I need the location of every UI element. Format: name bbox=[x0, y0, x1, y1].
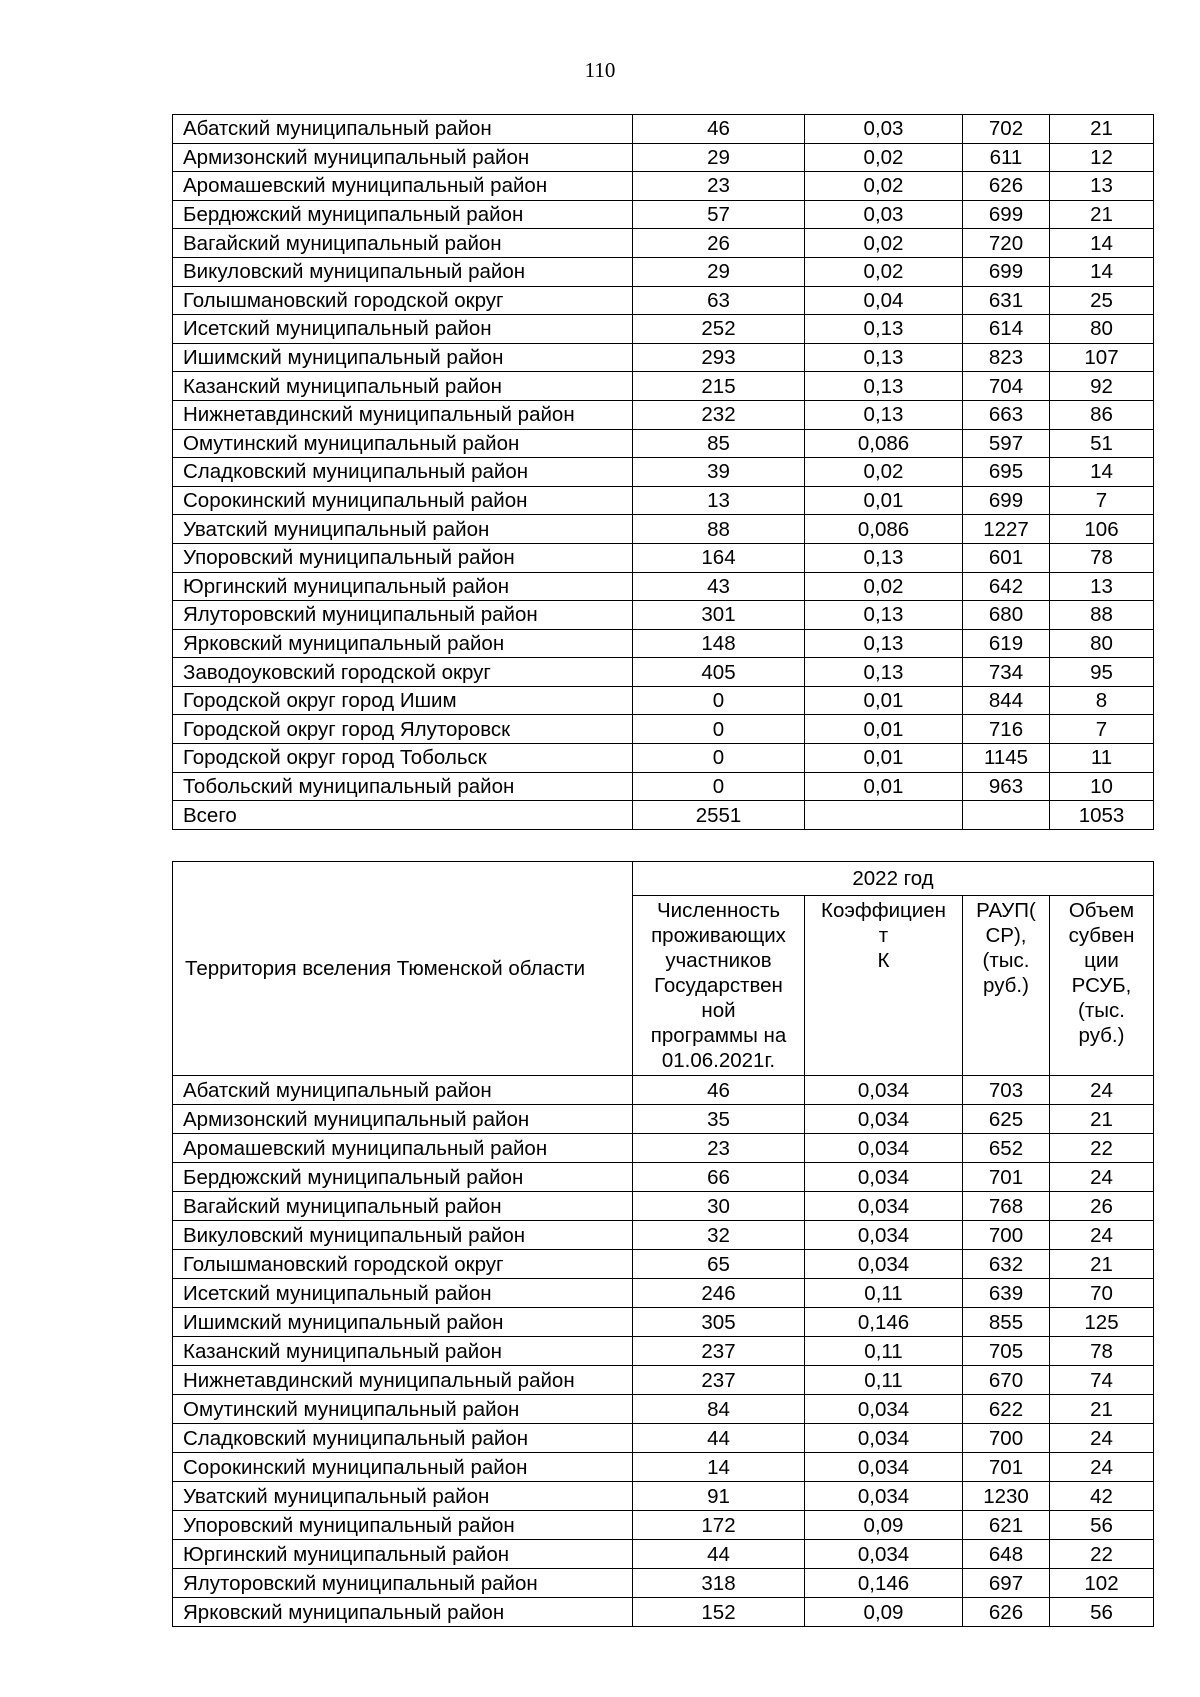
cell-coefficient: 0,034 bbox=[805, 1250, 963, 1279]
table-row bbox=[173, 1569, 1154, 1598]
table-row bbox=[173, 686, 1154, 715]
cell-count: 29 bbox=[633, 257, 805, 286]
cell-territory: Уватский муниципальный район bbox=[173, 515, 633, 544]
cell-count: 63 bbox=[633, 286, 805, 315]
cell-count: 172 bbox=[633, 1511, 805, 1540]
cell-count: 13 bbox=[633, 486, 805, 515]
cell-territory: Омутинский муниципальный район bbox=[173, 429, 633, 458]
cell-volume: 7 bbox=[1050, 715, 1154, 744]
cell-volume: 56 bbox=[1050, 1511, 1154, 1540]
cell-territory: Ялуторовский муниципальный район bbox=[173, 601, 633, 630]
cell-raup: 768 bbox=[963, 1192, 1050, 1221]
cell-volume: 10 bbox=[1050, 772, 1154, 801]
cell-raup: 611 bbox=[963, 143, 1050, 172]
cell-coefficient: 0,034 bbox=[805, 1134, 963, 1163]
cell-count: 237 bbox=[633, 1337, 805, 1366]
cell-count: 65 bbox=[633, 1250, 805, 1279]
cell-territory: Сладковский муниципальный район bbox=[173, 458, 633, 487]
cell-volume: 22 bbox=[1050, 1540, 1154, 1569]
cell-coefficient: 0,034 bbox=[805, 1221, 963, 1250]
cell-raup: 622 bbox=[963, 1395, 1050, 1424]
cell-volume: 21 bbox=[1050, 1105, 1154, 1134]
cell-territory: Армизонский муниципальный район bbox=[173, 1105, 633, 1134]
table-row bbox=[173, 515, 1154, 544]
cell-count: 148 bbox=[633, 629, 805, 658]
cell-raup: 626 bbox=[963, 1598, 1050, 1627]
cell-raup: 963 bbox=[963, 772, 1050, 801]
table-row bbox=[173, 1511, 1154, 1540]
cell-coefficient: 0,13 bbox=[805, 629, 963, 658]
cell-territory: Ярковский муниципальный район bbox=[173, 629, 633, 658]
cell-raup: 597 bbox=[963, 429, 1050, 458]
cell-count: 0 bbox=[633, 772, 805, 801]
table-row bbox=[173, 1366, 1154, 1395]
cell-coefficient: 0,02 bbox=[805, 143, 963, 172]
header-coefficient: Коэффициен т К bbox=[805, 896, 963, 1076]
header-year: 2022 год bbox=[633, 862, 1154, 896]
cell-raup: 626 bbox=[963, 172, 1050, 201]
cell-coefficient: 0,13 bbox=[805, 601, 963, 630]
cell-territory: Городской округ город Ишим bbox=[173, 686, 633, 715]
cell-raup: 695 bbox=[963, 458, 1050, 487]
cell-volume: 24 bbox=[1050, 1424, 1154, 1453]
table-row bbox=[173, 115, 1154, 144]
cell-territory: Викуловский муниципальный район bbox=[173, 1221, 633, 1250]
cell-volume: 26 bbox=[1050, 1192, 1154, 1221]
table-row bbox=[173, 286, 1154, 315]
cell-count: 39 bbox=[633, 458, 805, 487]
cell-count: 84 bbox=[633, 1395, 805, 1424]
cell-count: 252 bbox=[633, 315, 805, 344]
cell-raup: 680 bbox=[963, 601, 1050, 630]
cell-territory: Ишимский муниципальный район bbox=[173, 343, 633, 372]
cell-raup: 663 bbox=[963, 400, 1050, 429]
table-row bbox=[173, 429, 1154, 458]
cell-raup: 625 bbox=[963, 1105, 1050, 1134]
cell-count: 0 bbox=[633, 744, 805, 773]
cell-coefficient: 0,13 bbox=[805, 343, 963, 372]
table-row bbox=[173, 715, 1154, 744]
cell-coefficient: 0,034 bbox=[805, 1482, 963, 1511]
cell-volume: 14 bbox=[1050, 229, 1154, 258]
cell-coefficient: 0,086 bbox=[805, 429, 963, 458]
cell-volume: 107 bbox=[1050, 343, 1154, 372]
cell-territory: Ишимский муниципальный район bbox=[173, 1308, 633, 1337]
cell-count: 23 bbox=[633, 1134, 805, 1163]
cell-volume: 70 bbox=[1050, 1279, 1154, 1308]
cell-coefficient: 0,13 bbox=[805, 372, 963, 401]
cell-coefficient: 0,02 bbox=[805, 257, 963, 286]
cell-volume: 24 bbox=[1050, 1163, 1154, 1192]
cell-count: 46 bbox=[633, 1076, 805, 1105]
cell-territory: Вагайский муниципальный район bbox=[173, 1192, 633, 1221]
cell-volume: 21 bbox=[1050, 1250, 1154, 1279]
cell-raup: 716 bbox=[963, 715, 1050, 744]
header-count: Численность проживающих участников Государствен ной программы на 01.06.2021г. bbox=[633, 896, 805, 1076]
cell-volume: 80 bbox=[1050, 315, 1154, 344]
cell-coefficient: 0,01 bbox=[805, 486, 963, 515]
cell-count: 35 bbox=[633, 1105, 805, 1134]
cell-raup: 702 bbox=[963, 115, 1050, 144]
cell-volume: 125 bbox=[1050, 1308, 1154, 1337]
cell-raup: 703 bbox=[963, 1076, 1050, 1105]
cell-volume: 13 bbox=[1050, 572, 1154, 601]
cell-volume: 56 bbox=[1050, 1598, 1154, 1627]
cell-raup: 642 bbox=[963, 572, 1050, 601]
table-row bbox=[173, 257, 1154, 286]
cell-coefficient: 0,034 bbox=[805, 1395, 963, 1424]
cell-raup: 697 bbox=[963, 1569, 1050, 1598]
cell-raup: 701 bbox=[963, 1163, 1050, 1192]
cell-volume: 51 bbox=[1050, 429, 1154, 458]
cell-count: 44 bbox=[633, 1540, 805, 1569]
cell-territory: Абатский муниципальный район bbox=[173, 1076, 633, 1105]
cell-count: 26 bbox=[633, 229, 805, 258]
cell-coefficient: 0,02 bbox=[805, 458, 963, 487]
cell-territory: Голышмановский городской округ bbox=[173, 286, 633, 315]
cell-volume: 92 bbox=[1050, 372, 1154, 401]
cell-territory: Бердюжский муниципальный район bbox=[173, 200, 633, 229]
cell-volume: 1053 bbox=[1050, 801, 1154, 830]
cell-coefficient: 0,034 bbox=[805, 1540, 963, 1569]
subsidy-table-previous-body bbox=[173, 115, 1154, 830]
cell-coefficient: 0,01 bbox=[805, 772, 963, 801]
cell-raup: 734 bbox=[963, 658, 1050, 687]
cell-coefficient: 0,034 bbox=[805, 1076, 963, 1105]
cell-territory: Юргинский муниципальный район bbox=[173, 1540, 633, 1569]
cell-count: 293 bbox=[633, 343, 805, 372]
cell-count: 301 bbox=[633, 601, 805, 630]
cell-count: 152 bbox=[633, 1598, 805, 1627]
cell-raup: 699 bbox=[963, 257, 1050, 286]
table-row bbox=[173, 629, 1154, 658]
header-territory: Территория вселения Тюменской области bbox=[173, 862, 633, 1076]
cell-raup: 670 bbox=[963, 1366, 1050, 1395]
table-row bbox=[173, 1134, 1154, 1163]
cell-territory: Аромашевский муниципальный район bbox=[173, 172, 633, 201]
cell-count: 405 bbox=[633, 658, 805, 687]
cell-volume: 25 bbox=[1050, 286, 1154, 315]
cell-territory: Викуловский муниципальный район bbox=[173, 257, 633, 286]
cell-raup: 652 bbox=[963, 1134, 1050, 1163]
cell-volume: 12 bbox=[1050, 143, 1154, 172]
cell-raup: 700 bbox=[963, 1221, 1050, 1250]
cell-raup: 614 bbox=[963, 315, 1050, 344]
cell-coefficient: 0,04 bbox=[805, 286, 963, 315]
table-row bbox=[173, 543, 1154, 572]
table-row bbox=[173, 229, 1154, 258]
cell-volume: 74 bbox=[1050, 1366, 1154, 1395]
cell-count: 46 bbox=[633, 115, 805, 144]
cell-raup: 619 bbox=[963, 629, 1050, 658]
cell-coefficient: 0,01 bbox=[805, 686, 963, 715]
cell-territory: Сорокинский муниципальный район bbox=[173, 1453, 633, 1482]
cell-territory: Исетский муниципальный район bbox=[173, 1279, 633, 1308]
table-row bbox=[173, 1279, 1154, 1308]
table-row bbox=[173, 1192, 1154, 1221]
table-row bbox=[173, 1424, 1154, 1453]
cell-coefficient: 0,034 bbox=[805, 1163, 963, 1192]
cell-volume: 24 bbox=[1050, 1076, 1154, 1105]
cell-volume: 88 bbox=[1050, 601, 1154, 630]
table-row bbox=[173, 772, 1154, 801]
cell-count: 44 bbox=[633, 1424, 805, 1453]
cell-coefficient: 0,146 bbox=[805, 1569, 963, 1598]
table-row bbox=[173, 1105, 1154, 1134]
cell-territory: Аромашевский муниципальный район bbox=[173, 1134, 633, 1163]
cell-coefficient: 0,01 bbox=[805, 744, 963, 773]
table-row bbox=[173, 1598, 1154, 1627]
cell-raup: 1230 bbox=[963, 1482, 1050, 1511]
cell-count: 2551 bbox=[633, 801, 805, 830]
cell-coefficient: 0,034 bbox=[805, 1192, 963, 1221]
cell-coefficient: 0,034 bbox=[805, 1424, 963, 1453]
cell-raup: 601 bbox=[963, 543, 1050, 572]
subsidy-table-2022 bbox=[172, 861, 1154, 1627]
cell-count: 305 bbox=[633, 1308, 805, 1337]
cell-coefficient: 0,02 bbox=[805, 572, 963, 601]
cell-count: 57 bbox=[633, 200, 805, 229]
cell-raup: 699 bbox=[963, 200, 1050, 229]
cell-territory: Сладковский муниципальный район bbox=[173, 1424, 633, 1453]
cell-territory: Уватский муниципальный район bbox=[173, 1482, 633, 1511]
cell-count: 232 bbox=[633, 400, 805, 429]
cell-raup: 648 bbox=[963, 1540, 1050, 1569]
table-row bbox=[173, 486, 1154, 515]
table-row bbox=[173, 1540, 1154, 1569]
cell-coefficient: 0,01 bbox=[805, 715, 963, 744]
cell-raup: 844 bbox=[963, 686, 1050, 715]
cell-volume: 14 bbox=[1050, 257, 1154, 286]
cell-count: 32 bbox=[633, 1221, 805, 1250]
cell-coefficient: 0,11 bbox=[805, 1279, 963, 1308]
cell-volume: 13 bbox=[1050, 172, 1154, 201]
cell-coefficient: 0,03 bbox=[805, 115, 963, 144]
cell-raup: 1145 bbox=[963, 744, 1050, 773]
cell-volume: 24 bbox=[1050, 1453, 1154, 1482]
cell-territory: Нижнетавдинский муниципальный район bbox=[173, 1366, 633, 1395]
cell-territory: Вагайский муниципальный район bbox=[173, 229, 633, 258]
cell-count: 215 bbox=[633, 372, 805, 401]
cell-territory: Городской округ город Ялуторовск bbox=[173, 715, 633, 744]
cell-volume: 8 bbox=[1050, 686, 1154, 715]
table-row bbox=[173, 1163, 1154, 1192]
page-number: 110 bbox=[584, 58, 616, 82]
cell-volume: 102 bbox=[1050, 1569, 1154, 1598]
table-row bbox=[173, 315, 1154, 344]
cell-count: 85 bbox=[633, 429, 805, 458]
header-raup: РАУП( СР), (тыс. руб.) bbox=[963, 896, 1050, 1076]
cell-territory: Ярковский муниципальный район bbox=[173, 1598, 633, 1627]
cell-raup: 701 bbox=[963, 1453, 1050, 1482]
table-row bbox=[173, 172, 1154, 201]
table-row bbox=[173, 1337, 1154, 1366]
cell-count: 66 bbox=[633, 1163, 805, 1192]
cell-count: 237 bbox=[633, 1366, 805, 1395]
cell-count: 164 bbox=[633, 543, 805, 572]
cell-count: 29 bbox=[633, 143, 805, 172]
table-row bbox=[173, 1221, 1154, 1250]
cell-territory: Городской округ город Тобольск bbox=[173, 744, 633, 773]
cell-count: 88 bbox=[633, 515, 805, 544]
cell-coefficient: 0,11 bbox=[805, 1337, 963, 1366]
cell-coefficient: 0,02 bbox=[805, 172, 963, 201]
cell-volume: 106 bbox=[1050, 515, 1154, 544]
cell-count: 91 bbox=[633, 1482, 805, 1511]
cell-volume: 21 bbox=[1050, 115, 1154, 144]
cell-raup: 855 bbox=[963, 1308, 1050, 1337]
cell-coefficient: 0,09 bbox=[805, 1598, 963, 1627]
table-row bbox=[173, 143, 1154, 172]
cell-count: 0 bbox=[633, 715, 805, 744]
cell-territory: Армизонский муниципальный район bbox=[173, 143, 633, 172]
cell-count: 0 bbox=[633, 686, 805, 715]
cell-raup: 699 bbox=[963, 486, 1050, 515]
cell-territory: Заводоуковский городской округ bbox=[173, 658, 633, 687]
cell-territory: Упоровский муниципальный район bbox=[173, 1511, 633, 1540]
cell-territory: Абатский муниципальный район bbox=[173, 115, 633, 144]
cell-raup bbox=[963, 801, 1050, 830]
table-row bbox=[173, 458, 1154, 487]
cell-raup: 705 bbox=[963, 1337, 1050, 1366]
cell-count: 14 bbox=[633, 1453, 805, 1482]
cell-territory: Упоровский муниципальный район bbox=[173, 543, 633, 572]
cell-count: 246 bbox=[633, 1279, 805, 1308]
table-row bbox=[173, 1076, 1154, 1105]
cell-coefficient: 0,034 bbox=[805, 1105, 963, 1134]
table-row bbox=[173, 200, 1154, 229]
cell-volume: 14 bbox=[1050, 458, 1154, 487]
cell-volume: 78 bbox=[1050, 1337, 1154, 1366]
cell-territory: Юргинский муниципальный район bbox=[173, 572, 633, 601]
cell-coefficient: 0,13 bbox=[805, 658, 963, 687]
cell-coefficient: 0,11 bbox=[805, 1366, 963, 1395]
table-row bbox=[173, 343, 1154, 372]
cell-volume: 42 bbox=[1050, 1482, 1154, 1511]
cell-territory: Казанский муниципальный район bbox=[173, 1337, 633, 1366]
cell-raup: 632 bbox=[963, 1250, 1050, 1279]
table-row bbox=[173, 744, 1154, 773]
cell-volume: 95 bbox=[1050, 658, 1154, 687]
cell-territory: Сорокинский муниципальный район bbox=[173, 486, 633, 515]
cell-volume: 21 bbox=[1050, 1395, 1154, 1424]
table-row bbox=[173, 1453, 1154, 1482]
table-row bbox=[173, 801, 1154, 830]
cell-raup: 823 bbox=[963, 343, 1050, 372]
cell-coefficient: 0,146 bbox=[805, 1308, 963, 1337]
cell-volume: 21 bbox=[1050, 200, 1154, 229]
cell-territory: Бердюжский муниципальный район bbox=[173, 1163, 633, 1192]
cell-count: 30 bbox=[633, 1192, 805, 1221]
subsidy-table-previous bbox=[172, 114, 1154, 830]
cell-raup: 631 bbox=[963, 286, 1050, 315]
cell-volume: 11 bbox=[1050, 744, 1154, 773]
cell-count: 23 bbox=[633, 172, 805, 201]
cell-count: 43 bbox=[633, 572, 805, 601]
table-row bbox=[173, 572, 1154, 601]
cell-territory: Нижнетавдинский муниципальный район bbox=[173, 400, 633, 429]
cell-territory: Ялуторовский муниципальный район bbox=[173, 1569, 633, 1598]
cell-raup: 1227 bbox=[963, 515, 1050, 544]
cell-volume: 86 bbox=[1050, 400, 1154, 429]
cell-volume: 80 bbox=[1050, 629, 1154, 658]
cell-raup: 639 bbox=[963, 1279, 1050, 1308]
cell-volume: 24 bbox=[1050, 1221, 1154, 1250]
table-row bbox=[173, 1395, 1154, 1424]
header-row-year bbox=[173, 862, 1154, 896]
cell-coefficient: 0,034 bbox=[805, 1453, 963, 1482]
cell-raup: 700 bbox=[963, 1424, 1050, 1453]
cell-coefficient bbox=[805, 801, 963, 830]
cell-territory: Тобольский муниципальный район bbox=[173, 772, 633, 801]
cell-volume: 7 bbox=[1050, 486, 1154, 515]
table-row bbox=[173, 1482, 1154, 1511]
table-row bbox=[173, 1250, 1154, 1279]
cell-coefficient: 0,03 bbox=[805, 200, 963, 229]
cell-coefficient: 0,086 bbox=[805, 515, 963, 544]
cell-raup: 704 bbox=[963, 372, 1050, 401]
cell-coefficient: 0,09 bbox=[805, 1511, 963, 1540]
table-row bbox=[173, 400, 1154, 429]
cell-coefficient: 0,13 bbox=[805, 400, 963, 429]
cell-territory: Казанский муниципальный район bbox=[173, 372, 633, 401]
table-row bbox=[173, 601, 1154, 630]
cell-count: 318 bbox=[633, 1569, 805, 1598]
cell-territory: Исетский муниципальный район bbox=[173, 315, 633, 344]
cell-raup: 720 bbox=[963, 229, 1050, 258]
cell-raup: 621 bbox=[963, 1511, 1050, 1540]
cell-volume: 22 bbox=[1050, 1134, 1154, 1163]
cell-coefficient: 0,02 bbox=[805, 229, 963, 258]
table-row bbox=[173, 1308, 1154, 1337]
cell-volume: 78 bbox=[1050, 543, 1154, 572]
cell-territory: Омутинский муниципальный район bbox=[173, 1395, 633, 1424]
cell-coefficient: 0,13 bbox=[805, 315, 963, 344]
cell-coefficient: 0,13 bbox=[805, 543, 963, 572]
cell-territory: Всего bbox=[173, 801, 633, 830]
table-row bbox=[173, 658, 1154, 687]
table-row bbox=[173, 372, 1154, 401]
cell-territory: Голышмановский городской округ bbox=[173, 1250, 633, 1279]
header-volume: Объем субвен ции РСУБ, (тыс. руб.) bbox=[1050, 896, 1154, 1076]
subsidy-table-2022-body bbox=[173, 1076, 1154, 1627]
